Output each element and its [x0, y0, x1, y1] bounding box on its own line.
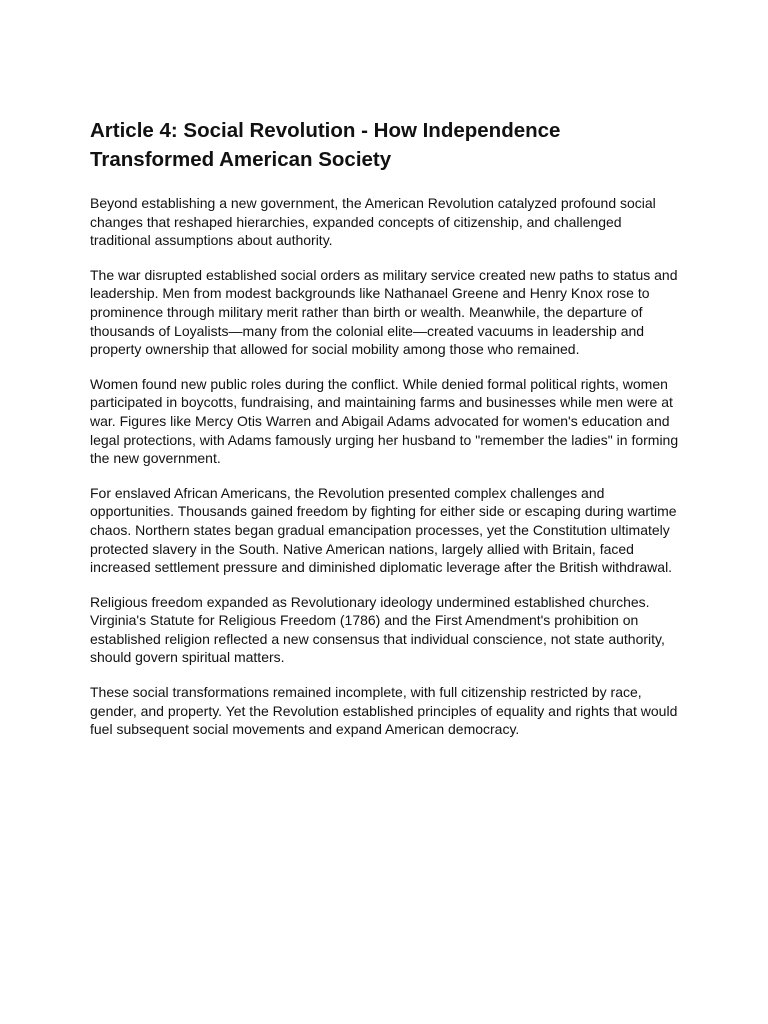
paragraph-intro: Beyond establishing a new government, the American Revolution catalyzed profound social changes that reshaped hierarchies, expanded concepts of citizenship, and challenged traditional assumptions about authority. — [90, 195, 656, 249]
paragraph-enslaved-and-native: For enslaved African Americans, the Revolution presented complex challenges and opportunities. Thousands gained freedom by fighting for either side or escaping during wartime chaos. Northern states began gradual emancipation processes, yet the Constitution ultimately protected slavery in the South. Native American nations, largely allied with Britain, faced increased settlement pressure and diminished diplomatic leverage after the British withdrawal. — [90, 484, 677, 576]
paragraph-women: Women found new public roles during the conflict. While denied formal political rights, women participated in boycotts, fundraising, and maintaining farms and businesses while men were at war. Figures like Mercy Otis Warren and Abigail Adams advocated for women's education and legal protections, with Adams famously urging her husband to "remember the ladies" in forming the new government. — [90, 375, 679, 467]
article-title: Article 4: Social Revolution - How Independence Transformed American Society — [90, 119, 561, 171]
article-body — [90, 116, 680, 755]
paragraph-conclusion: These social transformations remained incomplete, with full citizenship restricted by race, gender, and property. Yet the Revolution established principles of equality and rights that would fuel subsequent social movements and expand American democracy. — [90, 684, 678, 738]
paragraph-religious-freedom: Religious freedom expanded as Revolutionary ideology undermined established churches. Virginia's Statute for Religious Freedom (1786) and the First Amendment's prohibition on established religion reflected a new consensus that individual conscience, not state authority, should govern spiritual matters. — [90, 593, 665, 666]
paragraph-social-orders: The war disrupted established social orders as military service created new paths to status and leadership. Men from modest backgrounds like Nathanael Greene and Henry Knox rose to prominence through military merit rather than birth or wealth. Meanwhile, the departure of thousands of Loyalists—many from the colonial elite—created vacuums in leadership and property ownership that allowed for social mobility among those who remained. — [90, 266, 678, 358]
